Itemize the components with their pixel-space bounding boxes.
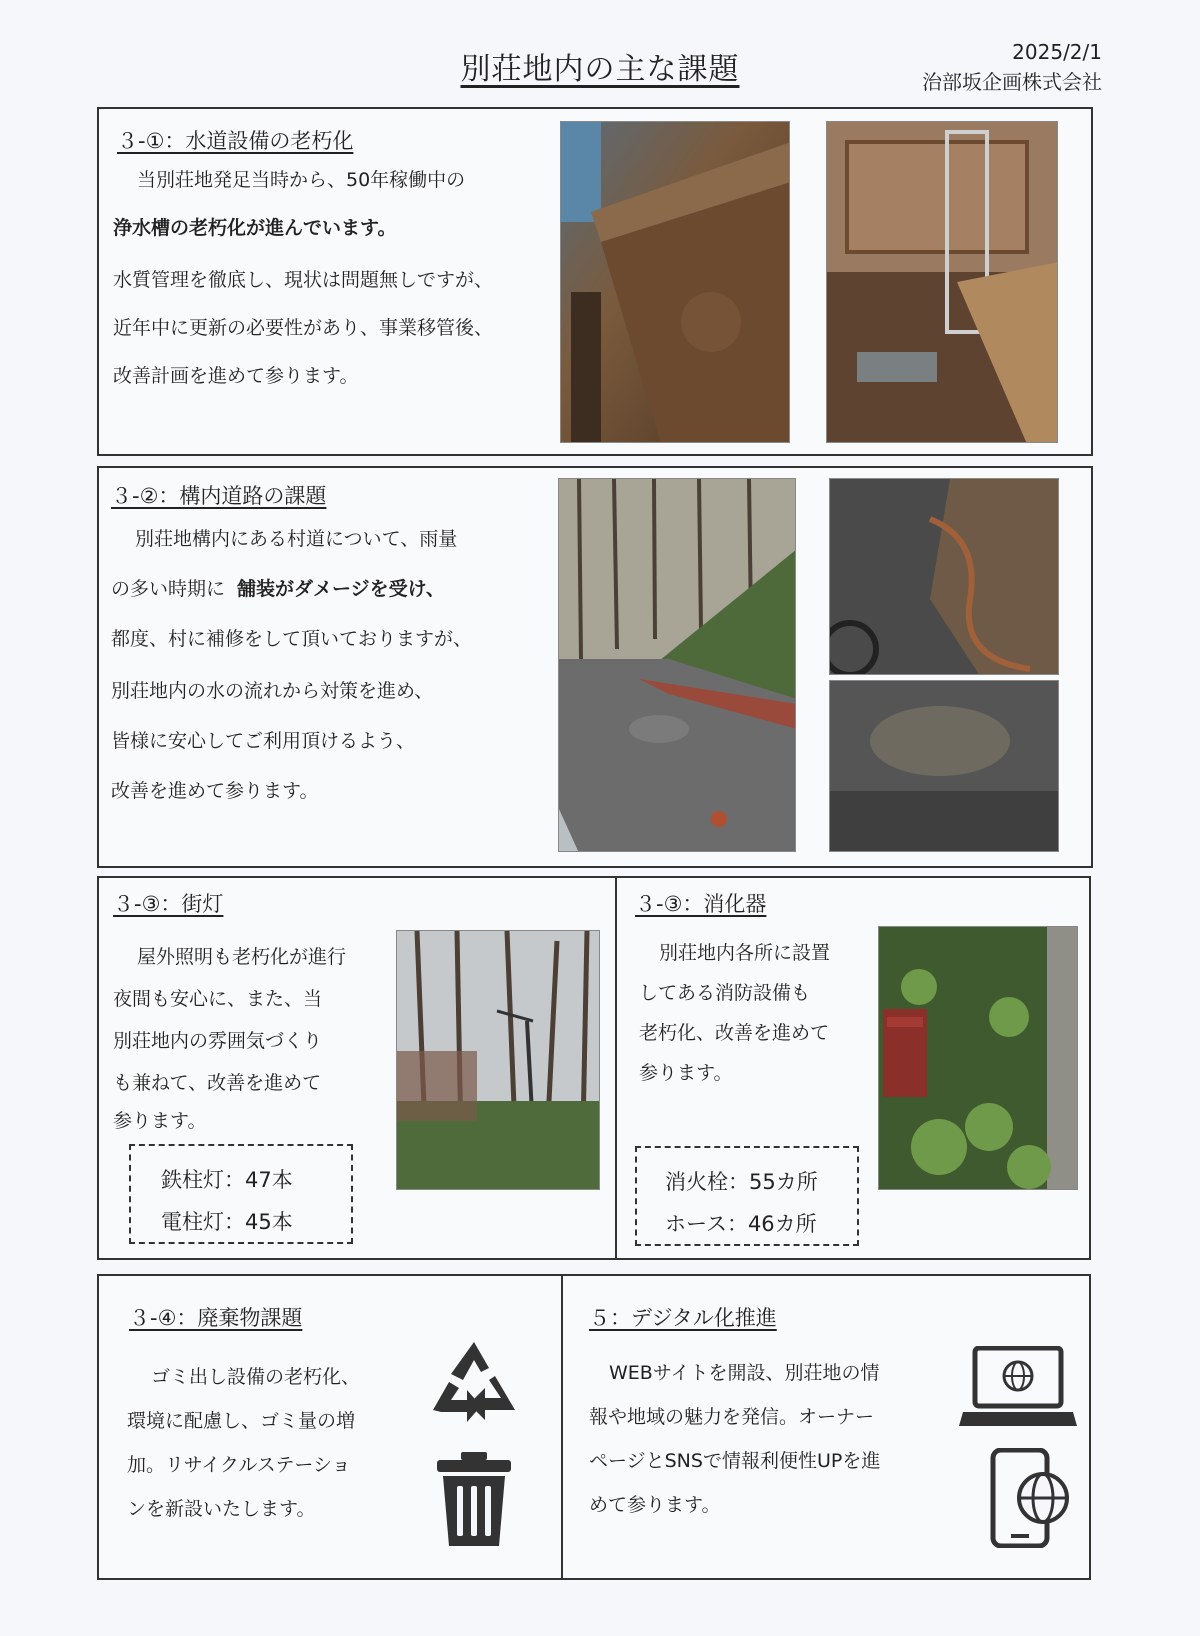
count-line: 消火栓：55カ所 bbox=[665, 1170, 818, 1194]
trash-icon bbox=[435, 1452, 513, 1548]
section-text-line: 改善計画を進めて参ります。 bbox=[113, 365, 359, 387]
section-text-line: ンを新設いたします。 bbox=[127, 1498, 316, 1520]
section-text-line: 皆様に安心してご利用頂けるよう、 bbox=[111, 730, 416, 752]
section-heading: ５：デジタル化推進 bbox=[589, 1306, 777, 1330]
section-water bbox=[97, 107, 1093, 456]
section-text-line: の多い時期に bbox=[111, 578, 226, 600]
section-text-line: 屋外照明も老朽化が進行 bbox=[137, 946, 347, 968]
section-text-line: 都度、村に補修をして頂いておりますが、 bbox=[111, 628, 473, 650]
section-text-line: 参ります。 bbox=[113, 1110, 207, 1132]
section-text-line: 参ります。 bbox=[639, 1062, 733, 1084]
forest-road-photo bbox=[558, 478, 796, 852]
section-text-line: ページとSNSで情報利便性UPを進 bbox=[589, 1450, 881, 1472]
section-text-line: 当別荘地発足当時から、50年稼働中の bbox=[137, 169, 466, 191]
section-fire-equipment bbox=[615, 876, 1091, 1260]
section-text-line: 別荘地内の水の流れから対策を進め、 bbox=[111, 680, 434, 702]
section-text-line: も兼ねて、改善を進めて bbox=[113, 1072, 322, 1094]
section-text-line: めて参ります。 bbox=[589, 1494, 721, 1516]
section-street-lights bbox=[97, 876, 617, 1260]
count-line: 鉄柱灯：47本 bbox=[161, 1168, 293, 1192]
count-line: 電柱灯：45本 bbox=[161, 1210, 293, 1234]
laptop-globe-icon bbox=[959, 1346, 1077, 1430]
section-text-line: 環境に配慮し、ゴミ量の増 bbox=[127, 1410, 356, 1432]
section-text-line: してある消防設備も bbox=[639, 982, 811, 1004]
section-text-line: ゴミ出し設備の老朽化、 bbox=[151, 1366, 361, 1388]
section-text-line: 夜間も安心に、また、当 bbox=[113, 988, 323, 1010]
fire-hydrant-box-photo bbox=[878, 926, 1078, 1190]
section-text-line-bold: 浄水槽の老朽化が進んでいます。 bbox=[113, 217, 397, 239]
page-title: 別荘地内の主な課題 bbox=[460, 52, 740, 87]
smartphone-globe-icon bbox=[989, 1448, 1071, 1548]
section-text-line: 老朽化、改善を進めて bbox=[639, 1022, 830, 1044]
section-text-line: 報や地域の魅力を発信。オーナー bbox=[589, 1406, 875, 1428]
section-text-line: 加。リサイクルステーショ bbox=[127, 1454, 351, 1476]
section-text-line: 改善を進めて参ります。 bbox=[111, 780, 319, 802]
fire-equipment-count-box bbox=[635, 1146, 859, 1246]
damaged-pavement-photo bbox=[829, 478, 1059, 675]
section-digital bbox=[561, 1274, 1091, 1580]
section-road bbox=[97, 466, 1093, 868]
pothole-photo bbox=[829, 680, 1059, 852]
street-light-photo bbox=[396, 930, 600, 1190]
section-heading: ３-④：廃棄物課題 bbox=[129, 1306, 303, 1330]
recycle-icon bbox=[429, 1338, 519, 1426]
section-text-line: 水質管理を徹底し、現状は問題無しですが、 bbox=[113, 269, 494, 291]
section-text-line: 近年中に更新の必要性があり、事業移管後、 bbox=[113, 317, 494, 339]
water-tank-photo bbox=[560, 121, 790, 443]
section-heading: ３-②：構内道路の課題 bbox=[111, 484, 327, 508]
section-waste bbox=[97, 1274, 563, 1580]
section-text-line: 別荘地構内にある村道について、雨量 bbox=[135, 528, 458, 550]
date: 2025/2/1 bbox=[1012, 40, 1102, 64]
water-tank-interior-photo bbox=[826, 121, 1058, 443]
section-text-line: 別荘地内の雰囲気づくり bbox=[113, 1030, 323, 1052]
section-heading: ３-①：水道設備の老朽化 bbox=[117, 129, 354, 153]
section-text-line: WEBサイトを開設、別荘地の情 bbox=[609, 1362, 880, 1384]
section-heading: ３-③：街灯 bbox=[113, 892, 224, 916]
section-text-line-bold: 舗装がダメージを受け、 bbox=[237, 578, 445, 600]
section-heading: ３-③：消化器 bbox=[635, 892, 767, 916]
street-light-count-box bbox=[129, 1144, 353, 1244]
company-name: 治部坂企画株式会社 bbox=[922, 70, 1102, 94]
section-text-line: 別荘地内各所に設置 bbox=[659, 942, 831, 964]
count-line: ホース：46カ所 bbox=[665, 1212, 817, 1236]
